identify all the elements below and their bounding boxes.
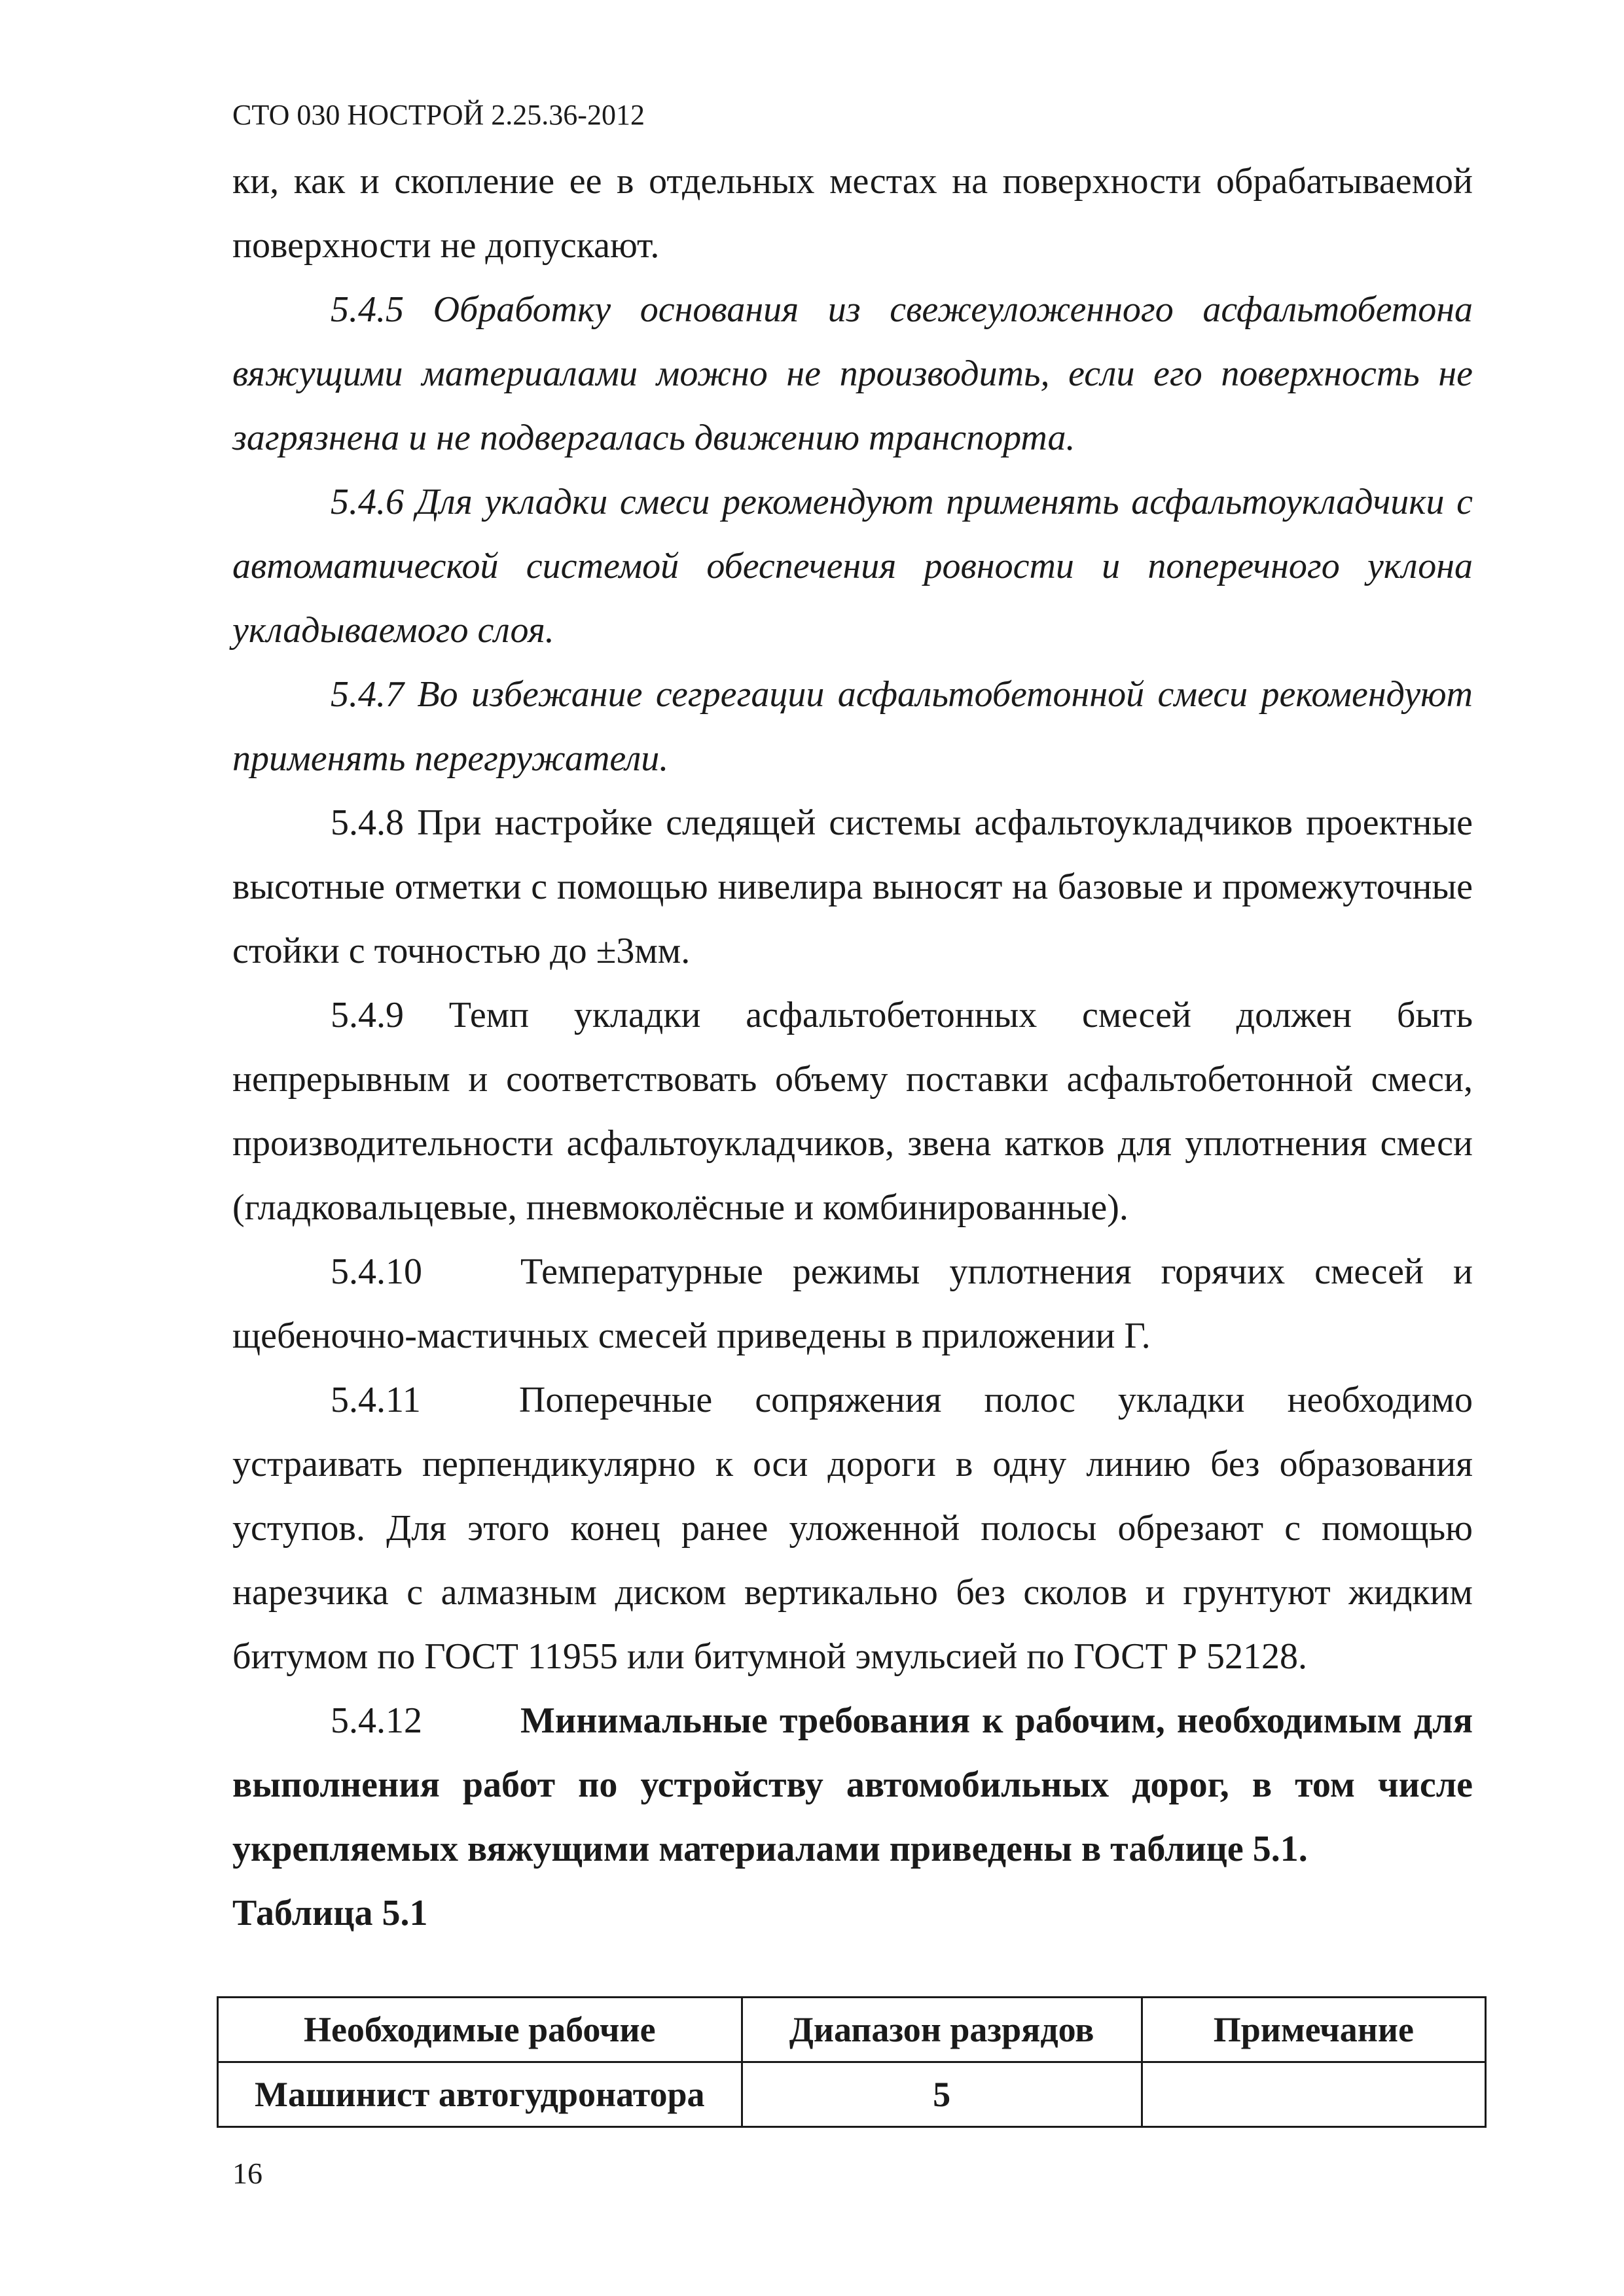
paragraph-5-4-8: 5.4.8 При настройке следящей системы асфальтоукладчиков проектные высотные отметки с помощью нивелира выносят на базовые и промежуточные стойки с точностью до ±3мм. [232, 802, 1473, 971]
workers-table [217, 1996, 1487, 2128]
page-number: 16 [232, 2157, 262, 2190]
clause-text: Температурные режимы уплотнения горячих смесей и щебеночно-мастичных смесей приведены в приложении Г. [232, 1251, 1473, 1356]
paragraph-5-4-12 [232, 1689, 1473, 1881]
clause-number: 5.4.10 [331, 1251, 422, 1292]
table-header-cell: Необходимые рабочие [218, 1998, 742, 2062]
clause-text: Поперечные сопряжения полос укладки необходимо устраивать перпендикулярно к оси дороги в одну линию без образования уступов. Для этого конец ранее уложенной полосы обрезают с помощью нарезчика с алмазным диском вертикально без сколов и грунтуют жидким битумом по ГОСТ 11955 или битумной эмульсией по ГОСТ Р 52128. [232, 1380, 1473, 1677]
table-caption: Таблица 5.1 [232, 1893, 428, 1933]
table-cell: Машинист автогудронатора [218, 2062, 742, 2127]
clause-number: 5.4.11 [331, 1380, 421, 1420]
clause-number: 5.4.12 [331, 1700, 422, 1741]
table-header-cell: Примечание [1142, 1998, 1485, 2062]
document-body [232, 149, 1473, 1945]
paragraph-5-4-5: 5.4.5 Обработку основания из свежеуложенного асфальтобетона вяжущими материалами можно не производить, если его поверхность не загрязнена и не подвергалась движению транспорта. [232, 289, 1473, 458]
paragraph-5-4-6: 5.4.6 Для укладки смеси рекомендуют применять асфальтоукладчики с автоматической системой обеспечения ровности и поперечного уклона укладываемого слоя. [232, 482, 1473, 651]
paragraph-5-4-10 [232, 1240, 1473, 1368]
table-cell: 5 [742, 2062, 1142, 2127]
table-header-row [218, 1998, 1486, 2062]
table-row [218, 2062, 1486, 2127]
paragraph-5-4-9: 5.4.9 Темп укладки асфальтобетонных смесей должен быть непрерывным и соответствовать объему поставки асфальтобетонной смеси, производительности асфальтоукладчиков, звена катков для уплотнения смеси (гладковальцевые, пневмоколёсные и комбинированные). [232, 995, 1473, 1228]
paragraph-5-4-11 [232, 1368, 1473, 1689]
document-code-header: СТО 030 НОСТРОЙ 2.25.36-2012 [232, 99, 645, 131]
paragraph-5-4-7: 5.4.7 Во избежание сегрегации асфальтобетонной смеси рекомендуют применять перегружатели. [232, 674, 1473, 779]
paragraph-continuation: ки, как и скопление ее в отдельных местах на поверхности обрабатываемой поверхности не допускают. [232, 161, 1473, 266]
clause-text: Минимальные требования к рабочим, необходимым для выполнения работ по устройству автомобильных дорог, в том числе укрепляемых вяжущими материалами приведены в таблице 5.1. [232, 1700, 1473, 1869]
table-cell [1142, 2062, 1485, 2127]
table-header-cell: Диапазон разрядов [742, 1998, 1142, 2062]
